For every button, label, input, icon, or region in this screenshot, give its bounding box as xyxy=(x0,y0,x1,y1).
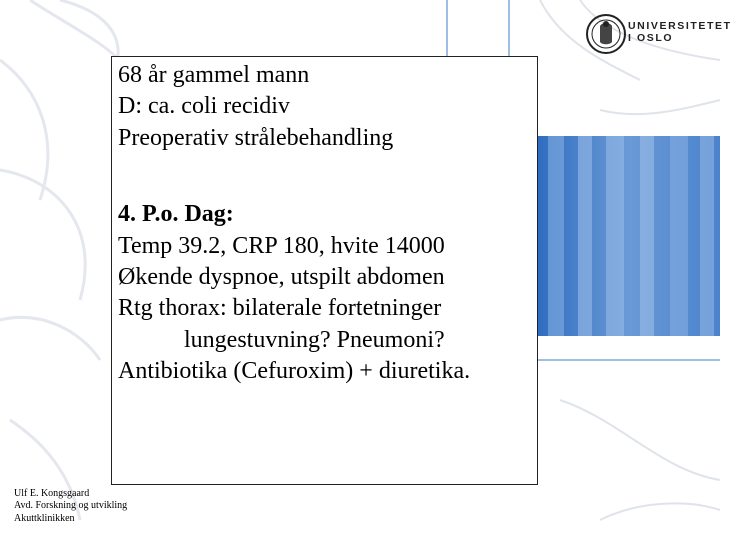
slide-text xyxy=(118,60,538,388)
clinic: Akuttklinikken xyxy=(14,512,75,524)
patient-line: 68 år gammel mann xyxy=(118,62,310,88)
author-name: Ulf E. Kongsgaard xyxy=(14,488,90,499)
finding-line: Antibiotika (Cefuroxim) + diuretika. xyxy=(118,358,471,385)
finding-line: Rtg thorax: bilaterale fortetninger xyxy=(118,295,442,322)
columns-image xyxy=(536,136,720,336)
finding-line: Temp 39.2, CRP 180, hvite 14000 xyxy=(118,232,445,259)
university-name xyxy=(628,20,732,44)
treatment-line: Preoperativ strålebehandling xyxy=(118,124,394,151)
department: Avd. Forskning og utvikling xyxy=(14,500,128,512)
watermark-bottom-right xyxy=(560,400,720,520)
author-credits xyxy=(14,488,127,525)
logo-line-2: I OSLO xyxy=(628,32,674,44)
diagnosis-line: D: ca. coli recidiv xyxy=(118,93,290,120)
finding-line: lungestuvning? Pneumoni? xyxy=(184,326,445,353)
logo-line-1: UNIVERSITETET xyxy=(628,20,732,32)
finding-line: Økende dyspnoe, utspilt abdomen xyxy=(118,264,445,291)
day-heading: 4. P.o. Dag: xyxy=(118,201,234,228)
